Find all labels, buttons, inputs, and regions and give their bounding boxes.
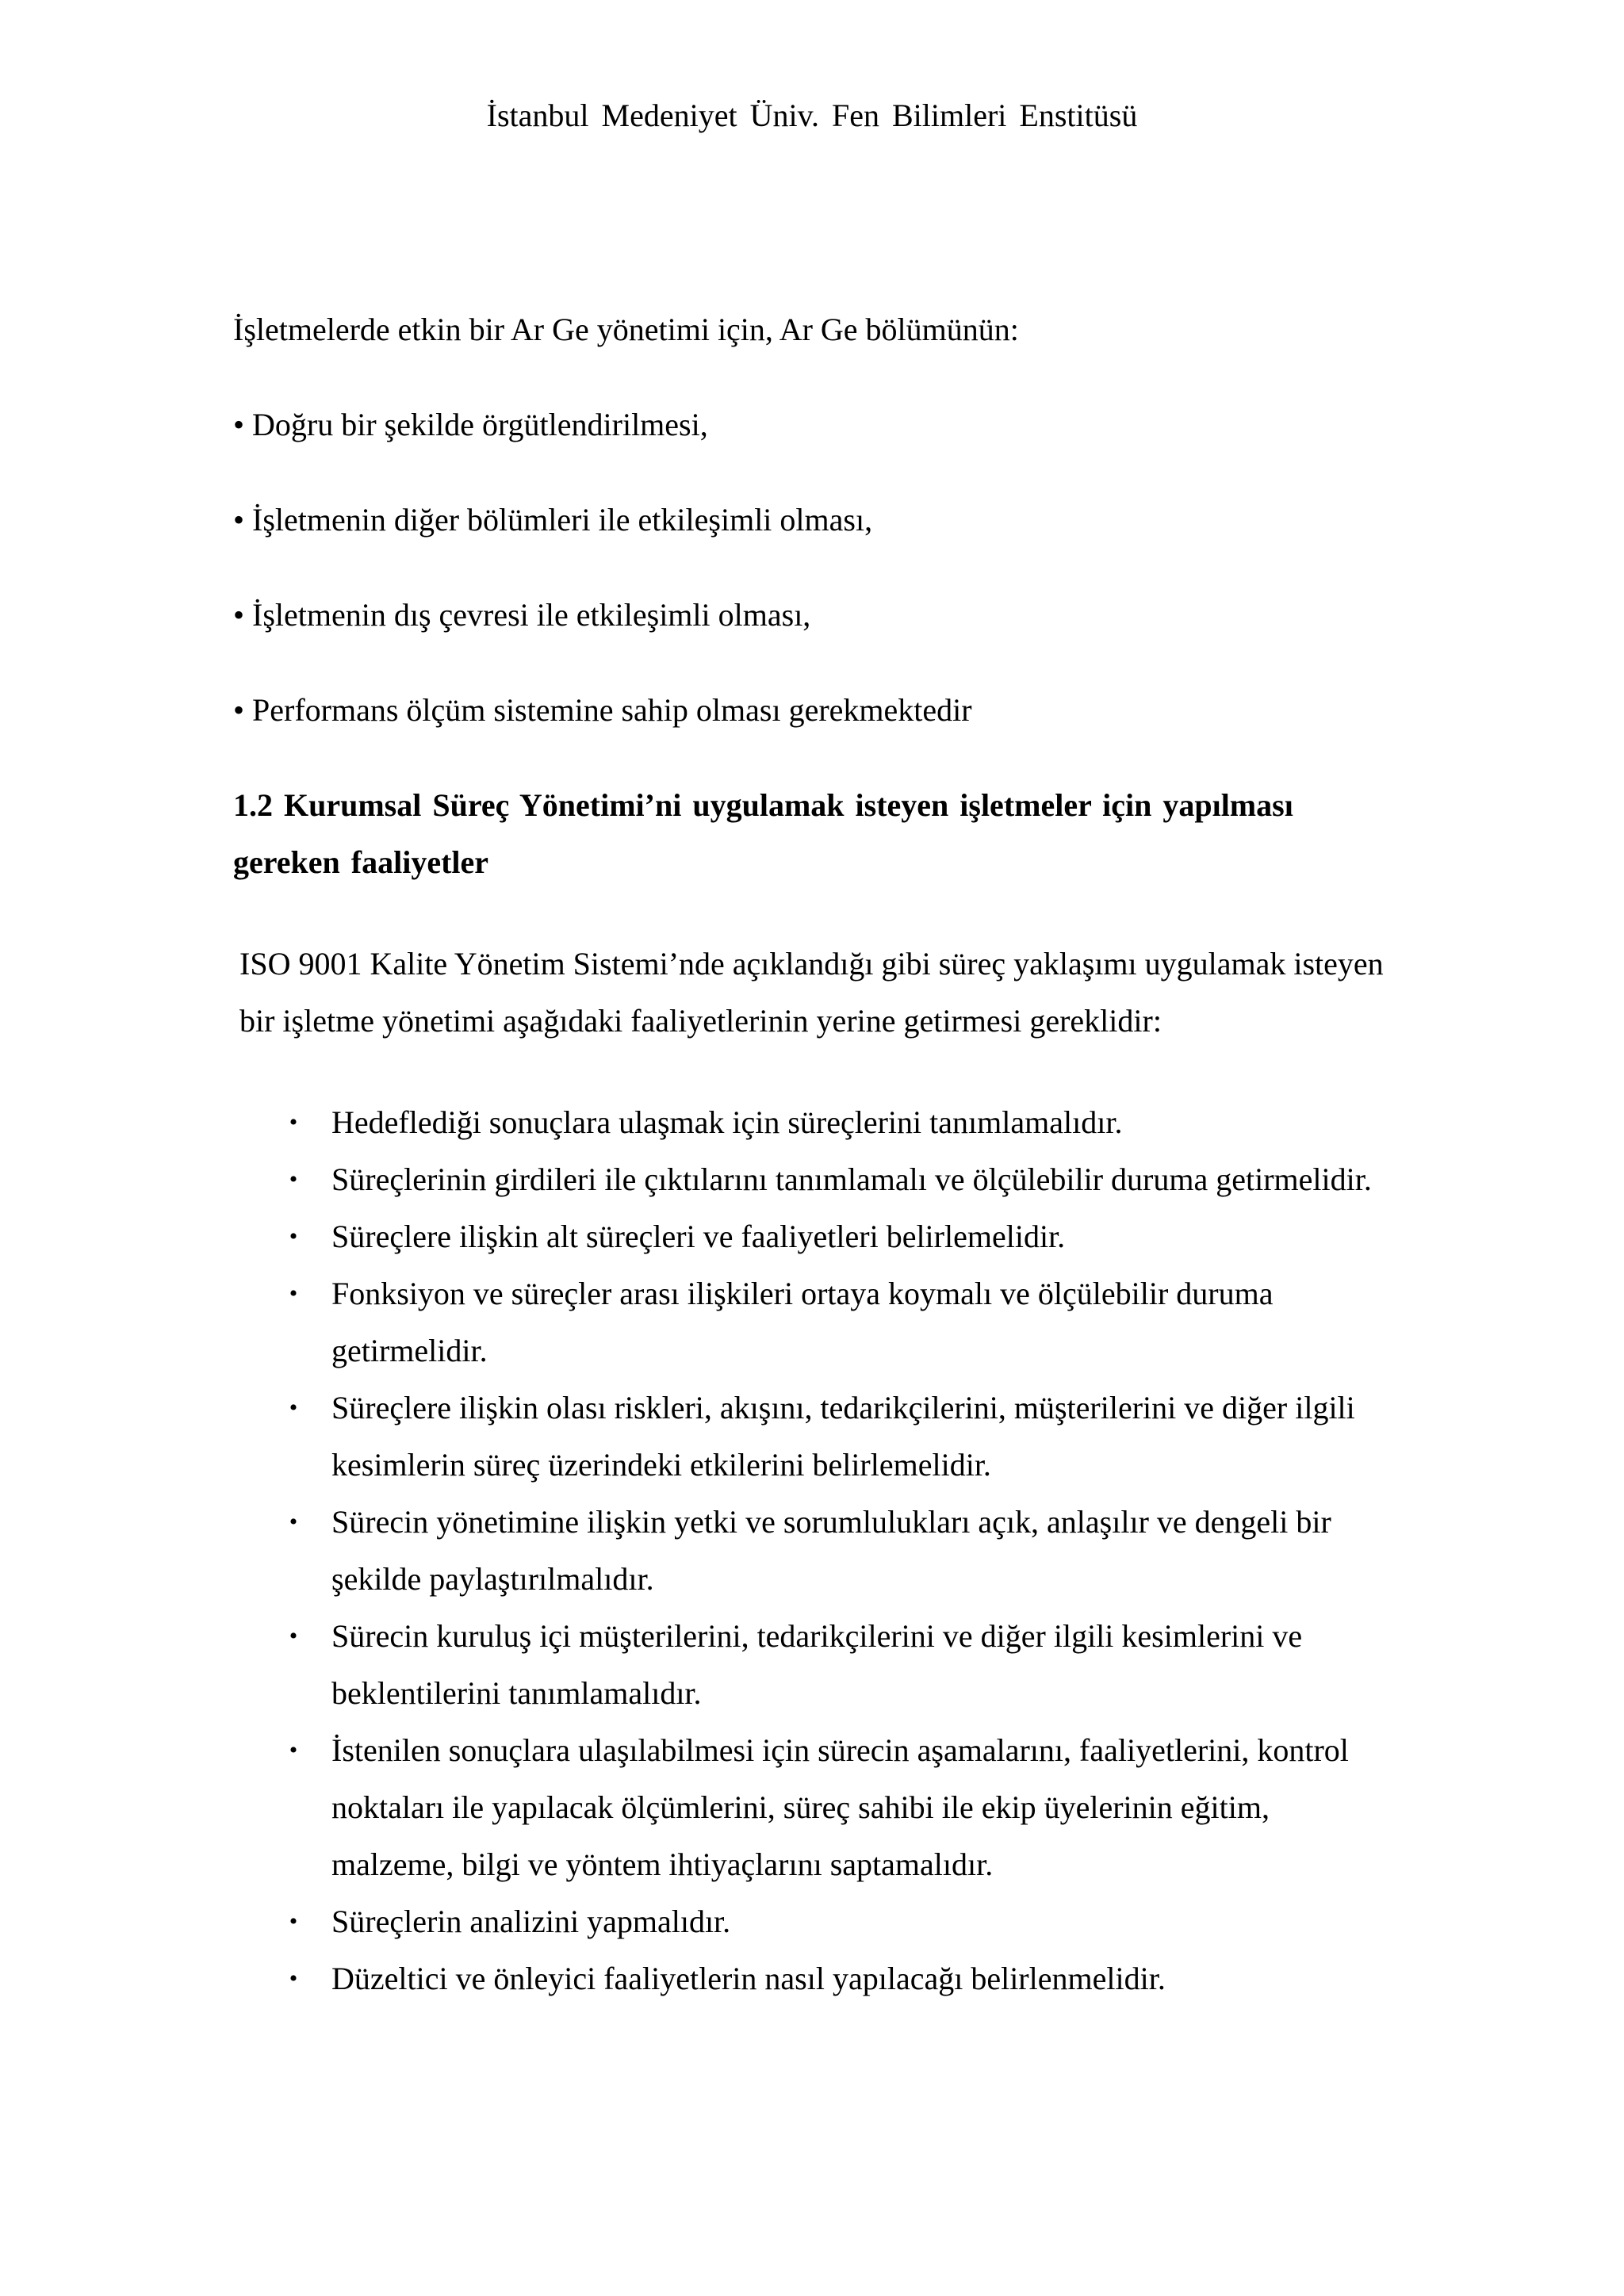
bullet-icon: • [289, 1280, 298, 1307]
list-item [233, 1380, 1399, 1494]
bullet-icon: • [289, 1109, 298, 1135]
list-item [233, 1608, 1399, 1722]
bullet-icon: • [289, 1166, 298, 1192]
list-item [233, 1094, 1399, 1151]
list-item-text: Süreçlerinin girdileri ile çıktılarını tanımlamalı ve ölçülebilir duruma getirmelidir. [331, 1161, 1372, 1197]
list-item-text: Sürecin yönetimine ilişkin yetki ve sorumlulukları açık, anlaşılır ve dengeli bir şekilde paylaştırılmalıdır. [331, 1504, 1331, 1597]
list-item [233, 1893, 1399, 1950]
bullet-icon: • [289, 1908, 298, 1934]
section-heading: 1.2 Kurumsal Süreç Yönetimi’ni uygulamak isteyen işletmeler için yapılması gereken faaliyetler [233, 787, 1293, 880]
list-item-text: Süreçlere ilişkin alt süreçleri ve faaliyetleri belirlemelidir. [331, 1219, 1066, 1254]
list-item-text: Süreçlere ilişkin olası riskleri, akışını, tedarikçilerini, müşterilerini ve diğer ilgili kesimlerin süreç üzerindeki etkilerini belirlemelidir. [331, 1390, 1355, 1483]
list-item-text: Fonksiyon ve süreçler arası ilişkileri ortaya koymalı ve ölçülebilir duruma getirmelidir. [331, 1276, 1274, 1368]
bullet-icon: • [289, 1395, 298, 1421]
list-item [233, 1151, 1399, 1208]
section-paragraph: ISO 9001 Kalite Yönetim Sistemi’nde açıklandığı gibi süreç yaklaşımı uygulamak isteyen bir işletme yönetimi aşağıdaki faaliyetlerinin yerine getirmesi gereklidir: [239, 946, 1384, 1039]
list-item [233, 1722, 1399, 1893]
list-item [233, 1494, 1399, 1608]
list-item [233, 1208, 1399, 1265]
requirement-item: • İşletmenin dış çevresi ile etkileşimli olması, [233, 597, 811, 633]
requirement-item: • Performans ölçüm sistemine sahip olması gerekmektedir [233, 692, 972, 728]
actions-list [233, 1094, 1399, 2007]
running-header: İstanbul Medeniyet Üniv. Fen Bilimleri Enstitüsü [486, 98, 1138, 133]
bullet-icon: • [289, 1965, 298, 1992]
list-item-text: Düzeltici ve önleyici faaliyetlerin nasıl yapılacağı belirlenmelidir. [331, 1961, 1166, 1996]
list-item [233, 1950, 1399, 2007]
list-item-text: Sürecin kuruluş içi müşterilerini, tedarikçilerini ve diğer ilgili kesimlerini ve beklentilerini tanımlamalıdır. [331, 1618, 1303, 1711]
list-item-text: Süreçlerin analizini yapmalıdır. [331, 1904, 731, 1939]
bullet-icon: • [289, 1737, 298, 1763]
requirement-item: • İşletmenin diğer bölümleri ile etkileşimli olması, [233, 502, 873, 538]
bullet-icon: • [289, 1623, 298, 1649]
list-item-text: Hedeflediği sonuçlara ulaşmak için süreçlerini tanımlamalıdır. [331, 1104, 1123, 1140]
requirements-list [233, 403, 1399, 733]
list-item [233, 1265, 1399, 1380]
bullet-icon: • [289, 1223, 298, 1249]
page-content [233, 308, 1399, 2007]
intro-paragraph: İşletmelerde etkin bir Ar Ge yönetimi için, Ar Ge bölümünün: [233, 312, 1019, 347]
list-item-text: İstenilen sonuçlara ulaşılabilmesi için sürecin aşamalarını, faaliyetlerini, kontrol noktaları ile yapılacak ölçümlerini, süreç sahibi ile ekip üyelerinin eğitim, malzeme, bilgi ve yöntem ihtiyaçlarını saptamalıdır. [331, 1732, 1349, 1882]
bullet-icon: • [289, 1509, 298, 1535]
requirement-item: • Doğru bir şekilde örgütlendirilmesi, [233, 407, 708, 442]
